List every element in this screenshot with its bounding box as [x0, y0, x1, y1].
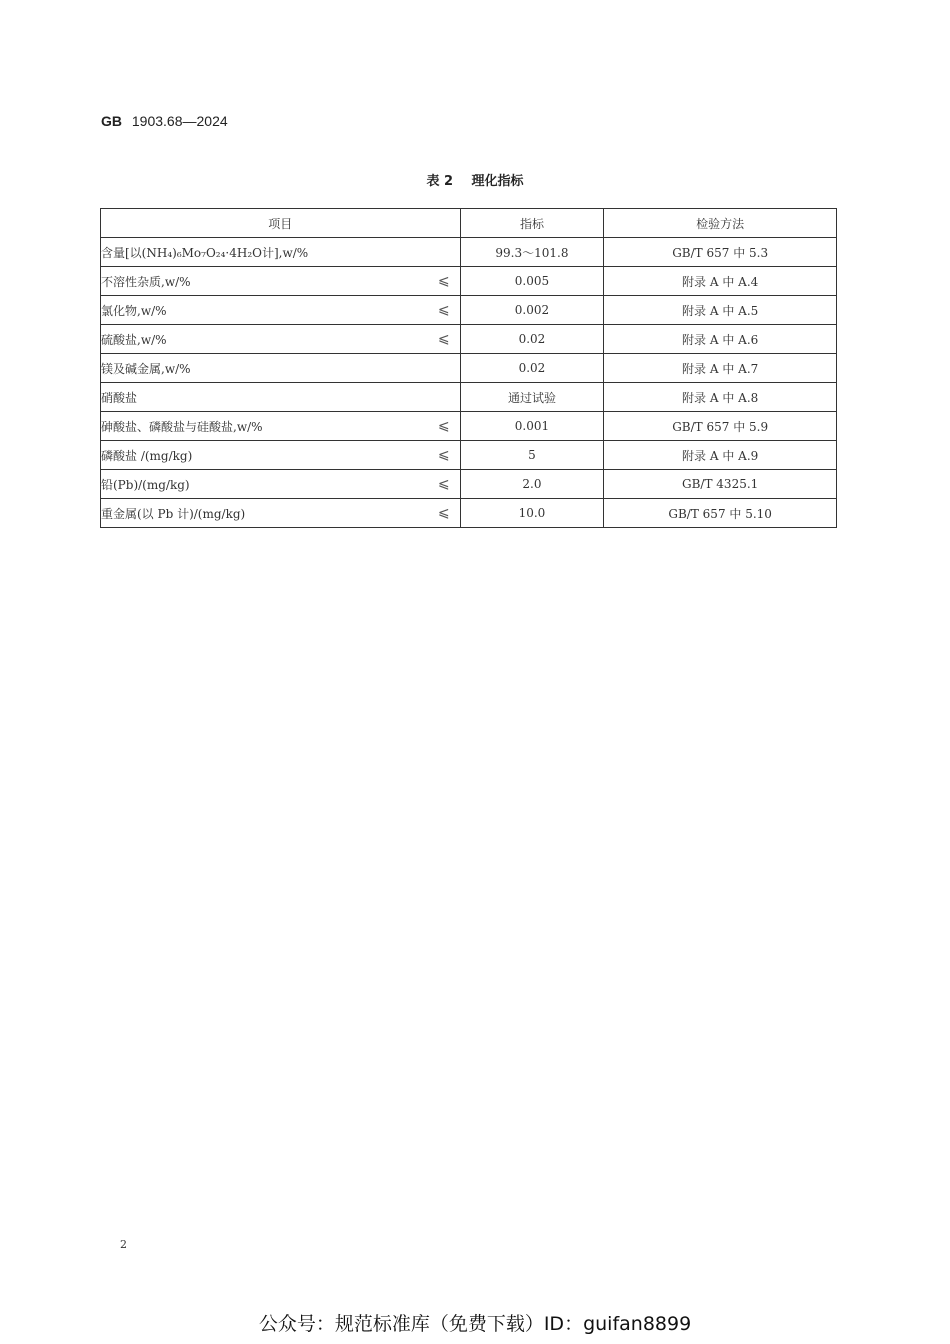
- value-cell: 0.005: [460, 267, 604, 296]
- value-cell: 0.02: [460, 325, 604, 354]
- item-cell: [101, 499, 461, 528]
- leq-sign: ⩽: [437, 302, 450, 318]
- item-label: 不溶性杂质,w/%: [101, 274, 191, 289]
- value-cell: 0.02: [460, 354, 604, 383]
- table-row: [101, 441, 837, 470]
- item-label: 磷酸盐 /(mg/kg): [101, 448, 193, 463]
- table-row: [101, 267, 837, 296]
- item-label: 氯化物,w/%: [101, 303, 167, 318]
- item-cell: [101, 238, 461, 267]
- value-cell: 0.001: [460, 412, 604, 441]
- item-cell: [101, 470, 461, 499]
- table-row: [101, 354, 837, 383]
- value-cell: 5: [460, 441, 604, 470]
- value-cell: 0.002: [460, 296, 604, 325]
- leq-sign: ⩽: [437, 273, 450, 289]
- standard-number: 1903.68—2024: [131, 113, 228, 129]
- table-row: [101, 412, 837, 441]
- value-cell: 99.3～101.8: [460, 238, 604, 267]
- item-label: 铅(Pb)/(mg/kg): [101, 477, 190, 492]
- table-row: [101, 499, 837, 528]
- table-row: [101, 296, 837, 325]
- value-cell: 通过试验: [460, 383, 604, 412]
- leq-sign: ⩽: [437, 505, 450, 521]
- item-label: 镁及碱金属,w/%: [101, 361, 191, 376]
- item-label: 砷酸盐、磷酸盐与硅酸盐,w/%: [101, 419, 263, 434]
- footer-watermark: 公众号：规范标准库（免费下载）ID：guifan8899: [258, 1313, 692, 1335]
- table-title: [0, 170, 950, 189]
- value-cell: 10.0: [460, 499, 604, 528]
- document-header: [101, 113, 228, 129]
- leq-sign: ⩽: [437, 331, 450, 347]
- table-caption: 理化指标: [471, 174, 524, 189]
- table-header-row: [101, 209, 837, 238]
- item-cell: [101, 412, 461, 441]
- leq-sign: ⩽: [437, 476, 450, 492]
- value-cell: 2.0: [460, 470, 604, 499]
- column-header-method: 检验方法: [604, 209, 837, 238]
- method-cell: GB/T 657 中 5.9: [604, 412, 837, 441]
- method-cell: GB/T 4325.1: [604, 470, 837, 499]
- item-label: 重金属(以 Pb 计)/(mg/kg): [101, 506, 246, 521]
- method-cell: 附录 A 中 A.4: [604, 267, 837, 296]
- table-row: [101, 325, 837, 354]
- table-row: [101, 470, 837, 499]
- item-cell: [101, 354, 461, 383]
- table-row: [101, 238, 837, 267]
- method-cell: 附录 A 中 A.5: [604, 296, 837, 325]
- item-cell: [101, 441, 461, 470]
- item-cell: [101, 296, 461, 325]
- table-number: 表 2: [426, 174, 454, 189]
- method-cell: 附录 A 中 A.6: [604, 325, 837, 354]
- method-cell: 附录 A 中 A.9: [604, 441, 837, 470]
- method-cell: GB/T 657 中 5.10: [604, 499, 837, 528]
- item-label: 硫酸盐,w/%: [101, 332, 167, 347]
- page-number: 2: [120, 1238, 127, 1251]
- item-label: 硝酸盐: [101, 390, 138, 405]
- method-cell: 附录 A 中 A.8: [604, 383, 837, 412]
- item-cell: [101, 383, 461, 412]
- leq-sign: ⩽: [437, 418, 450, 434]
- item-cell: [101, 325, 461, 354]
- table-row: [101, 383, 837, 412]
- physicochemical-table: [100, 208, 837, 528]
- item-label: 含量[以(NH₄)₆Mo₇O₂₄·4H₂O计],w/%: [101, 245, 309, 260]
- standard-code: GB: [101, 113, 122, 129]
- method-cell: GB/T 657 中 5.3: [604, 238, 837, 267]
- column-header-item: 项目: [101, 209, 461, 238]
- item-cell: [101, 267, 461, 296]
- column-header-value: 指标: [460, 209, 604, 238]
- method-cell: 附录 A 中 A.7: [604, 354, 837, 383]
- leq-sign: ⩽: [437, 447, 450, 463]
